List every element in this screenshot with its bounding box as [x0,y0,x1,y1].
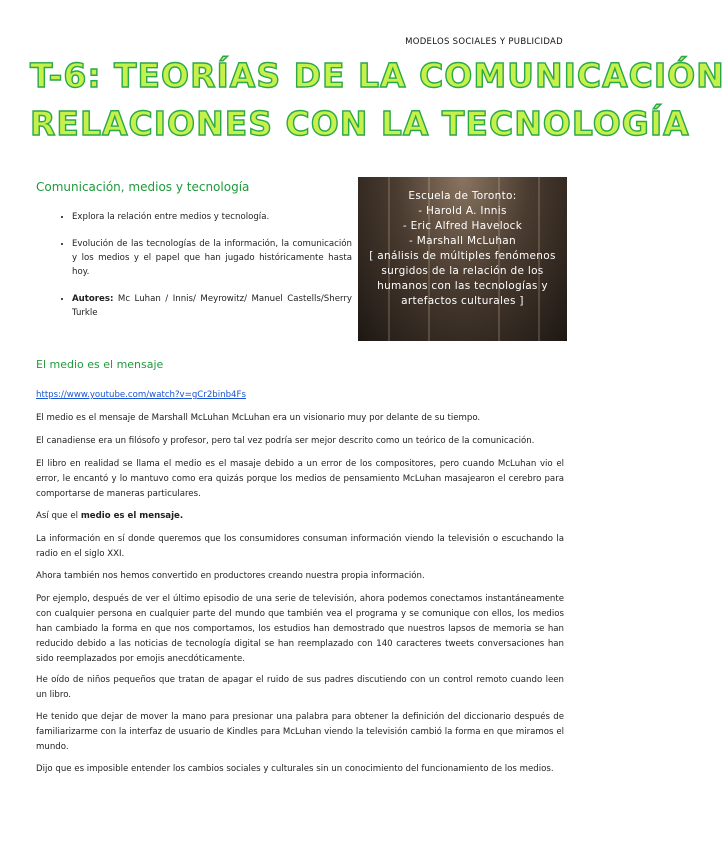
paragraph: El canadiense era un filósofo y profesor, pero tal vez podría ser mejor descrito como un teórico de la comunicación. [36,436,535,446]
paragraph-emphasis: medio es el mensaje. [80,511,184,521]
paragraph: La información en sí donde queremos que los consumidores consuman información viendo la televisión o escuchando la radio en el siglo XXI. [36,534,564,559]
bullet-list [58,210,352,333]
paragraph-text: Así que el [36,511,81,521]
list-item [72,292,352,320]
image-caption-line: - Harold A. Innis [418,205,507,217]
section-title-communication: Comunicación, medios y tecnología [36,180,250,194]
paragraph [36,509,564,524]
list-item: • Explora la relación entre medios y tecnología. [72,210,352,224]
image-caption-line: - Marshall McLuhan [409,235,516,247]
paragraph: He oído de niños pequeños que tratan de apagar el ruido de sus padres discutiendo con un control remoto cuando leen un libro. [36,675,564,700]
paragraph: El medio es el mensaje de Marshall McLuhan McLuhan era un visionario muy por delante de su tiempo. [36,413,481,423]
authors-value: Mc Luhan / Innis/ Meyrowitz/ Manuel Castells/Sherry Turkle [72,294,352,318]
authors-label: Autores: [72,294,114,304]
paragraph: Ahora también nos hemos convertido en productores creando nuestra propia información. [36,571,425,581]
page-title-line2: RELACIONES CON LA TECNOLOGÍA [30,104,690,143]
course-header: MODELOS SOCIALES Y PUBLICIDAD [405,37,563,47]
toronto-school-image [358,177,567,341]
section-title-medium-message: El medio es el mensaje [36,358,164,371]
image-caption-line: Escuela de Toronto: [408,190,517,202]
list-item: • Evolución de las tecnologías de la información, la comunicación y los medios y el papel que han jugado históricamente hasta hoy. [72,237,352,279]
image-caption-line: [ análisis de múltiples fenómenos [369,250,556,262]
paragraph: Dijo que es imposible entender los cambios sociales y culturales sin un conocimiento del funcionamiento de los medios. [36,764,554,774]
image-caption-line: surgidos de la relación de los [381,265,544,277]
image-caption-line: humanos con las tecnologías y [377,280,548,292]
image-caption-line: artefactos culturales ] [401,295,524,307]
paragraph: He tenido que dejar de mover la mano para presionar una palabra para obtener la definición del diccionario después de familiarizarme con la interfaz de usuario de Kindles para McLuhan viendo la televisión cambió la forma en que miramos el mundo. [36,712,564,752]
page-title-line1: T-6: TEORÍAS DE LA COMUNICACIÓN [30,56,725,95]
image-caption-line: - Eric Alfred Havelock [402,220,523,232]
youtube-link[interactable]: https://www.youtube.com/watch?v=gCr2binb4Fs [36,390,246,400]
paragraph: Por ejemplo, después de ver el último episodio de una serie de televisión, ahora podemos conectamos instantáneamente con cualquier persona en cualquier parte del mundo que también vea el programa y se comunique con ellos, los medios han cambiado la forma en que nos comportamos, los estudios han demostrado que nuestros lapsos de memoria se han reducido debido a las noticias de tecnología digital se han reemplazado con 140 caracteres tweets conversaciones han sido reemplazados por emojis anecdóticamente. [36,594,564,664]
paragraph: El libro en realidad se llama el medio es el masaje debido a un error de los compositores, pero cuando McLuhan vio el error, le encantó y lo mantuvo como era quizás porque los medios de pensamiento McLuhan masajearon el cerebro para comportarse de maneras particulares. [36,459,564,499]
image-caption [358,189,567,309]
